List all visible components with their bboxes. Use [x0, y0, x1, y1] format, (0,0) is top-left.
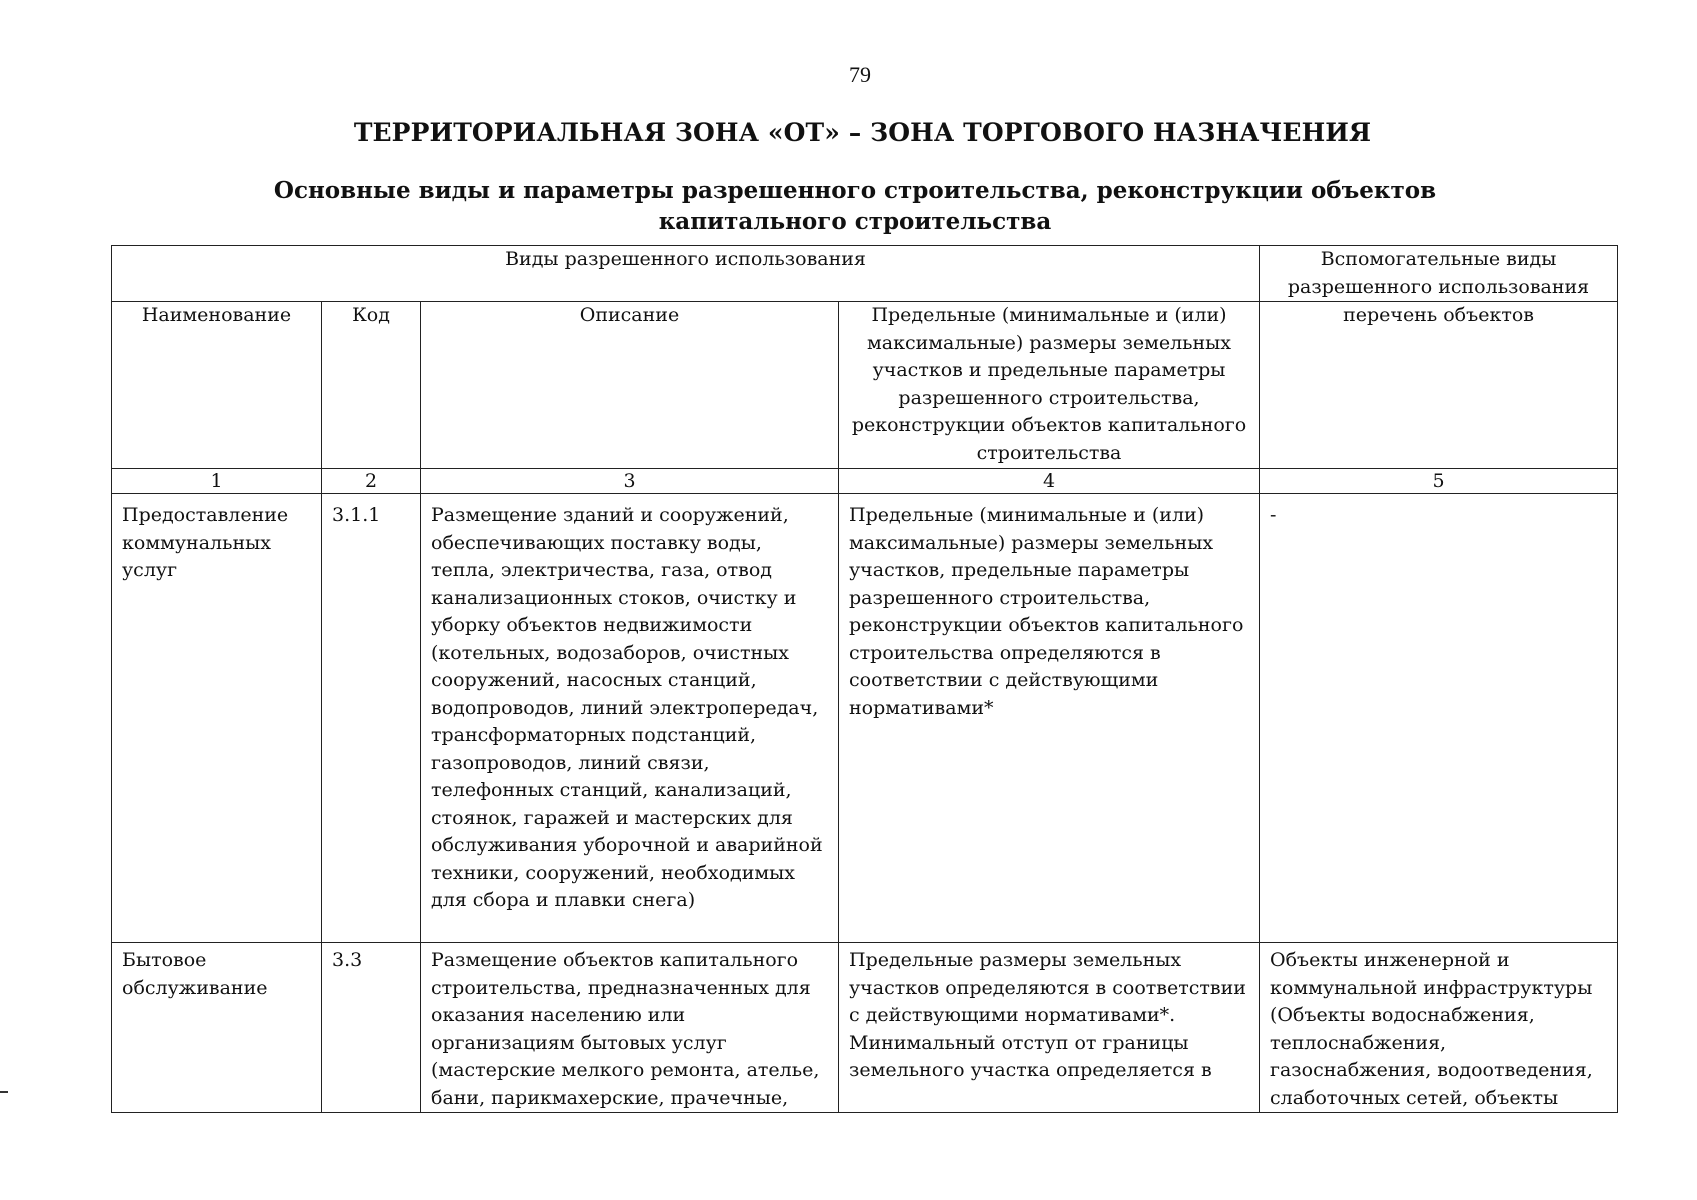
table-column-header-row	[112, 302, 1618, 469]
column-number: 1	[112, 469, 322, 494]
zone-title: ТЕРРИТОРИАЛЬНАЯ ЗОНА «ОТ» – ЗОНА ТОРГОВОГО НАЗНАЧЕНИЯ	[353, 118, 1372, 147]
permitted-use-header: Виды разрешенного использования	[112, 246, 1260, 302]
column-header-objects: перечень объектов	[1260, 302, 1618, 469]
page-number: 79	[849, 62, 871, 87]
cell-description: Размещение объектов капитального строительства, предназначенных для оказания населению или организациям бытовых услуг (мастерские мелкого ремонта, ателье, бани, парикмахерские, прачечные,	[421, 943, 839, 1113]
column-number: 4	[839, 469, 1260, 494]
table-container	[111, 245, 1617, 1113]
cell-name: Бытовое обслуживание	[112, 943, 322, 1113]
cell-description: Размещение зданий и сооружений, обеспечивающих поставку воды, тепла, электричества, газа, отвод канализационных стоков, очистку и уборку объектов недвижимости (котельных, водозаборов, очистных сооружений, насосных станций, водопроводов, линий электропередач, трансформаторных подстанций, газопроводов, линий связи, телефонных станций, канализаций, стоянок, гаражей и мастерских для обслуживания уборочной и аварийной техники, сооружений, необходимых для сбора и плавки снега)	[421, 494, 839, 943]
table-column-number-row	[112, 469, 1618, 494]
section-title: Основные виды и параметры разрешенного строительства, реконструкции объектов капитального строительства	[273, 177, 1437, 235]
cell-limits: Предельные размеры земельных участков определяются в соответствии с действующими нормативами*. Минимальный отступ от границы земельного участка определяется в	[839, 943, 1260, 1113]
cell-objects: Объекты инженерной и коммунальной инфраструктуры (Объекты водоснабжения, теплоснабжения, газоснабжения, водоотведения, слаботочных сетей, объекты	[1260, 943, 1618, 1113]
cell-code: 3.3	[322, 943, 421, 1113]
column-header-limits: Предельные (минимальные и (или) максимальные) размеры земельных участков и предельные параметры разрешенного строительства, реконструкции объектов капитального строительства	[839, 302, 1260, 469]
table-row	[112, 494, 1618, 943]
column-number: 5	[1260, 469, 1618, 494]
column-header-name: Наименование	[112, 302, 322, 469]
cell-code: 3.1.1	[322, 494, 421, 943]
column-number: 3	[421, 469, 839, 494]
permitted-use-table	[111, 245, 1618, 1113]
auxiliary-use-header: Вспомогательные виды разрешенного использования	[1260, 246, 1618, 302]
column-number: 2	[322, 469, 421, 494]
column-header-description: Описание	[421, 302, 839, 469]
scan-margin-mark	[0, 1091, 8, 1093]
table-group-header-row	[112, 246, 1618, 302]
column-header-code: Код	[322, 302, 421, 469]
cell-objects: -	[1260, 494, 1618, 943]
cell-name: Предоставление коммунальных услуг	[112, 494, 322, 943]
cell-limits: Предельные (минимальные и (или) максимальные) размеры земельных участков, предельные параметры разрешенного строительства, реконструкции объектов капитального строительства определяются в соответствии с действующими нормативами*	[839, 494, 1260, 943]
table-row	[112, 943, 1618, 1113]
